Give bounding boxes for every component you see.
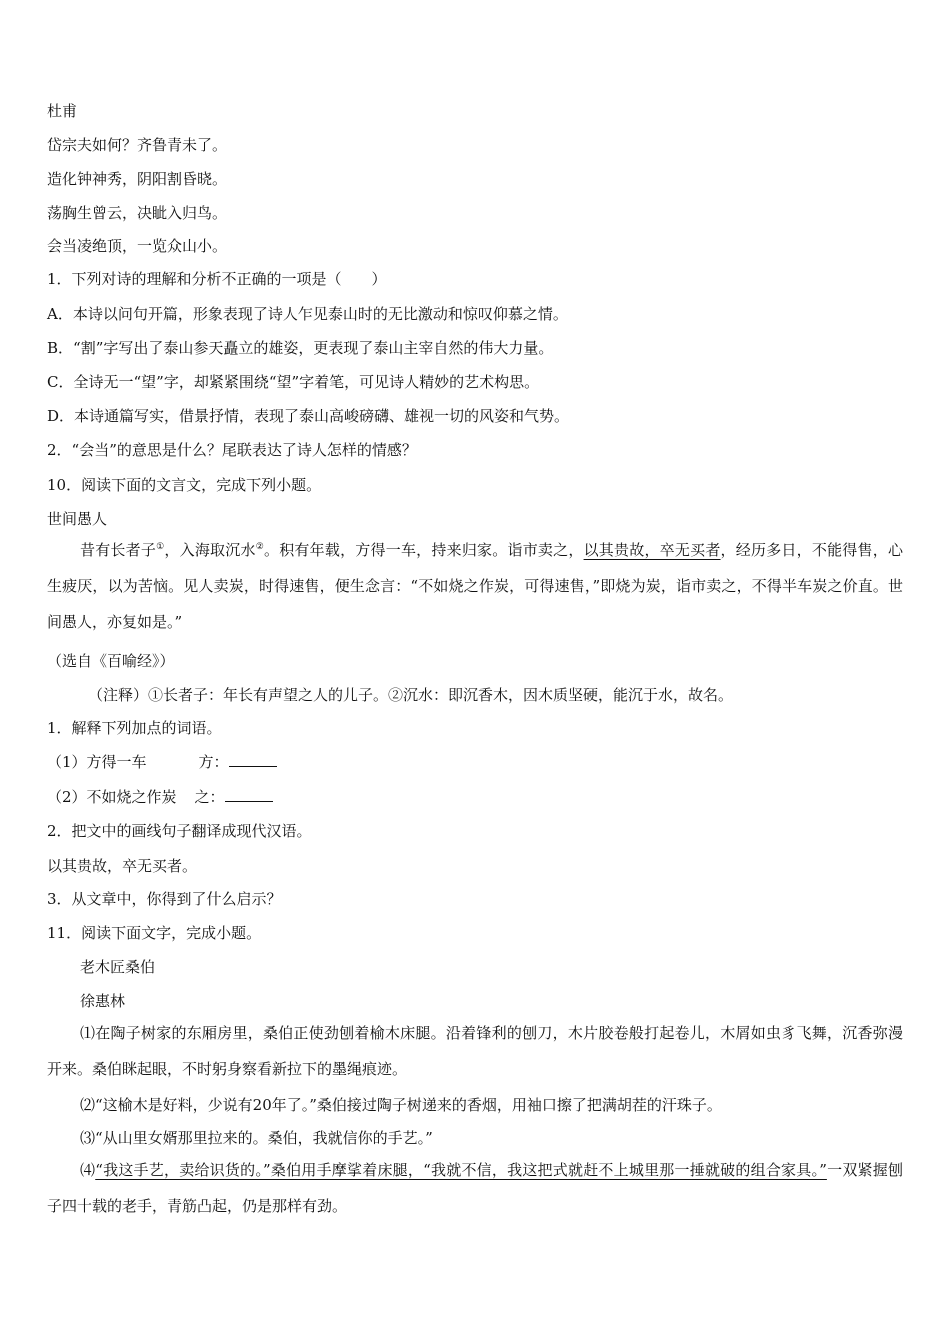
story-paragraph-1: ⑴在陶子树家的东厢房里，桑伯正使劲刨着榆木床腿。沿着锋利的刨刀，木片胶卷般打起卷儿，木屑如虫豸飞舞，沉香弥漫开来。桑伯眯起眼，不时躬身察看新拉下的墨绳痕迹。 bbox=[47, 1024, 903, 1078]
classical-text-body: 昔有长者子①，入海取沉水②。积有年载，方得一车，持来归家。诣市卖之，以其贵故，卒无买者，经历多日，不能得售，心生疲厌，以为苦恼。见人卖炭，时得速售，便生念言：“不如烧之作炭，可得速售，”即烧为炭，诣市卖之，不得半车炭之价直。世间愚人，亦复如是。” bbox=[47, 541, 903, 631]
footnote-marker: ② bbox=[255, 542, 264, 552]
option-c: C．全诗无一“望”字，却紧紧围绕“望”字着笔，可见诗人精妙的艺术构思。 bbox=[47, 373, 540, 391]
story-paragraph-3: ⑶“从山里女婿那里拉来的。桑伯，我就信你的手艺。” bbox=[80, 1129, 433, 1147]
annotation-note: （注释）①长者子：年长有声望之人的儿子。②沉水：即沉香木，因木质坚硬，能沉于水，故名。 bbox=[88, 686, 734, 704]
answer-blank[interactable] bbox=[229, 752, 277, 767]
story-paragraph-2: ⑵“这榆木是好料，少说有20年了。”桑伯接过陶子树递来的香烟，用袖口擦了把满胡茬的汗珠子。 bbox=[80, 1096, 722, 1114]
poem-author: 杜甫 bbox=[47, 102, 78, 120]
story-title: 老木匠桑伯 bbox=[80, 958, 156, 976]
underlined-sentence: 以其贵故，卒无买者 bbox=[583, 541, 721, 559]
story-author: 徐惠林 bbox=[80, 992, 126, 1010]
fill-item-2: （2）不如烧之作炭 之： bbox=[47, 786, 273, 808]
sub-question-2: 2．把文中的画线句子翻译成现代汉语。 bbox=[47, 822, 312, 840]
footnote-marker: ① bbox=[156, 542, 165, 552]
question-10-heading: 10．阅读下面的文言文，完成下列小题。 bbox=[47, 476, 322, 494]
story-paragraph-4: ⑷“我这手艺，卖给识货的。”桑伯用手摩挲着床腿，“我就不信，我这把式就赶不上城里那一捶就破的组合家具。”一双紧握刨子四十载的老手，青筋凸起，仍是那样有劲。 bbox=[47, 1161, 903, 1215]
option-a: A．本诗以问句开篇，形象表现了诗人乍见泰山时的无比激动和惊叹仰慕之情。 bbox=[47, 305, 568, 323]
sub-question-1: 1．解释下列加点的词语。 bbox=[47, 719, 222, 737]
poem-line: 荡胸生曾云，决眦入归鸟。 bbox=[47, 204, 228, 222]
underlined-sentence: “我这手艺，卖给识货的。”桑伯用手摩挲着床腿，“我就不信，我这把式就赶不上城里那一捶就破的组合家具。” bbox=[95, 1161, 827, 1179]
translation-sentence: 以其贵故，卒无买者。 bbox=[47, 857, 198, 875]
classical-text-title: 世间愚人 bbox=[47, 510, 108, 528]
poem-line: 造化钟神秀，阴阳割昏晓。 bbox=[47, 170, 228, 188]
option-d: D．本诗通篇写实，借景抒情，表现了泰山高峻磅礴、雄视一切的风姿和气势。 bbox=[47, 407, 570, 425]
fill-item-1: （1）方得一车 方： bbox=[47, 751, 277, 773]
option-b: B．“割”字写出了泰山参天矗立的雄姿，更表现了泰山主宰自然的伟大力量。 bbox=[47, 339, 554, 357]
question-2: 2．“会当”的意思是什么？尾联表达了诗人怎样的情感？ bbox=[47, 441, 417, 459]
sub-question-3: 3．从文章中，你得到了什么启示？ bbox=[47, 890, 282, 908]
question-11-heading: 11．阅读下面文字，完成小题。 bbox=[47, 924, 262, 942]
text-source: （选自《百喻经》） bbox=[47, 652, 175, 670]
question-1: 1．下列对诗的理解和分析不正确的一项是（ ） bbox=[47, 270, 387, 288]
poem-line: 会当凌绝顶，一览众山小。 bbox=[47, 237, 228, 255]
poem-line: 岱宗夫如何？齐鲁青未了。 bbox=[47, 136, 228, 154]
answer-blank[interactable] bbox=[225, 787, 273, 802]
